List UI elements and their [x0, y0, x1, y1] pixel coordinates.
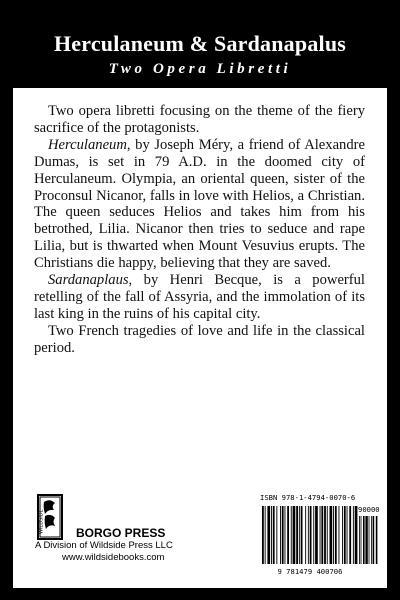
barcode-bar: [273, 506, 275, 564]
barcode-bar: [296, 506, 298, 564]
ean-digits: 9 781479 400706: [277, 567, 343, 576]
barcode-block: [260, 493, 380, 577]
cover-subtitle: Two Opera Libretti: [108, 61, 292, 77]
herculaneum-title: Herculaneum: [48, 136, 127, 153]
barcode-bar: [310, 506, 312, 564]
barcode-bar: [262, 506, 264, 564]
barcode-bar: [324, 506, 326, 564]
barcode-bar: [305, 506, 306, 564]
barcode-addon-bar: [376, 516, 378, 564]
herculaneum-description: , by Joseph Méry, a friend of Alexandre Dumas, is set in 79 A.D. in the doomed city of Herculaneum. Olympia, an oriental queen, sister of the Proconsul Nicanor, falls in love with Helios, a Christian. The queen seduces Helios and takes him from his betrothed, Lilia. Nicanor then tries to seduce and rape Lilia, but is thwarted when Mount Vesuvius erupts. The Christians die happy, believing that they are saved.: [34, 136, 365, 272]
publisher-division: A Division of Wildside Press LLC: [35, 540, 173, 551]
barcode-bar: [308, 506, 309, 564]
barcode-bar: [315, 506, 318, 564]
barcode-bar: [313, 506, 314, 564]
logo-lettering: WILDSIDE: [39, 509, 45, 534]
blurb-paragraph-herculaneum: [34, 137, 365, 272]
barcode-bar: [293, 506, 296, 564]
barcode-addon-bar: [361, 516, 362, 564]
barcode-bar: [330, 506, 333, 564]
cover-title: Herculaneum & Sardanapalus: [53, 31, 347, 56]
barcode-bar: [271, 506, 272, 564]
price-code: 90000: [358, 505, 380, 514]
barcode-bar: [267, 506, 270, 564]
barcode-bar: [339, 506, 340, 564]
barcode-bars: [260, 504, 380, 566]
barcode-bar: [280, 506, 281, 564]
barcode-addon-bar: [371, 516, 372, 564]
barcode-bar: [344, 506, 346, 564]
barcode-addon-bar: [359, 516, 360, 564]
barcode-bar: [335, 506, 337, 564]
barcode-bar: [265, 506, 266, 564]
barcode-bar: [349, 506, 351, 564]
barcode-bar: [276, 506, 277, 564]
barcode-bar: [333, 506, 334, 564]
publisher-url: www.wildsidebooks.com: [62, 552, 165, 563]
publisher-name: BORGO PRESS: [76, 526, 166, 540]
barcode-bar: [321, 506, 323, 564]
wildside-logo-graphic: [39, 496, 61, 538]
sardanapalus-title: Sardanaplaus: [48, 272, 129, 289]
blurb-paragraph-intro: Two opera libretti focusing on the theme of the fiery sacrifice of the protagonists.: [34, 103, 365, 136]
blurb-paragraph-sardanapalus: [34, 272, 365, 323]
barcode-bar: [327, 506, 328, 564]
barcode-bar: [299, 506, 300, 564]
barcode-addon-bar: [369, 516, 370, 564]
blurb-text: [34, 103, 365, 357]
barcode-addon-bar: [365, 516, 367, 564]
barcode-bar: [291, 506, 292, 564]
blurb-paragraph-closing: Two French tragedies of love and life in the classical period.: [34, 322, 365, 356]
barcode-bar: [355, 506, 358, 564]
barcode-bar: [301, 506, 303, 564]
barcode-bar: [282, 506, 284, 564]
barcode-bar: [342, 506, 343, 564]
barcode-bar: [347, 506, 348, 564]
barcode-bar: [287, 506, 289, 564]
isbn-label: ISBN 978-1-4794-0070-6: [260, 493, 356, 502]
barcode-bar: [353, 506, 354, 564]
wildside-logo-icon: [37, 494, 63, 540]
barcode-addon-bar: [373, 516, 375, 564]
sardanapalus-description: , by Henri Becque, is a powerful retelling of the fall of Assyria, and the immolation of its last king in the ruins of his capital city.: [34, 272, 365, 322]
barcode-bar: [285, 506, 286, 564]
barcode-bar: [320, 506, 321, 564]
barcode-addon-bar: [363, 516, 365, 564]
